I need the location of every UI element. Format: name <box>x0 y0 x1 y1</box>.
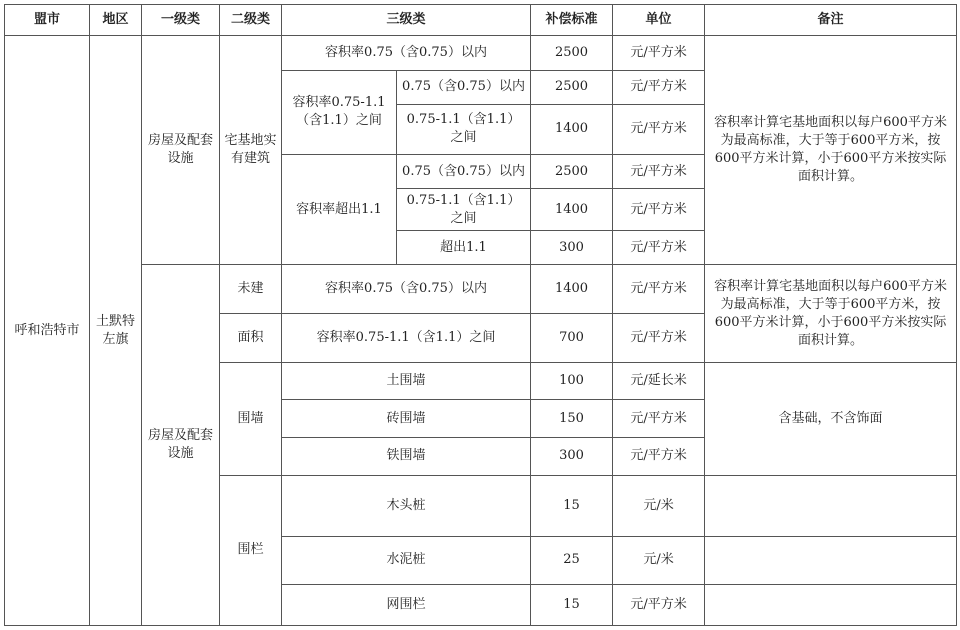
note-empty <box>705 475 957 536</box>
note-homestead: 容积率计算宅基地面积以每户600平方米为最高标准，大于等于600平方米，按600平方米计算，小于600平方米按实际面积计算。 <box>705 36 957 265</box>
level3-cell: 水泥桩 <box>282 536 531 585</box>
unit-cell: 元/米 <box>613 475 705 536</box>
header-level1: 一级类 <box>142 5 220 36</box>
unit-cell: 元/平方米 <box>613 36 705 71</box>
level3-group-cell: 容积率0.75-1.1（含1.1）之间 <box>282 70 397 154</box>
note-unbuilt: 容积率计算宅基地面积以每户600平方米为最高标准，大于等于600平方米，按600平方米计算，小于600平方米按实际面积计算。 <box>705 265 957 362</box>
unit-cell: 元/平方米 <box>613 70 705 105</box>
standard-cell: 300 <box>531 438 613 476</box>
unit-cell: 元/平方米 <box>613 105 705 155</box>
level2-wall: 围墙 <box>220 362 282 475</box>
level3-sub-cell: 0.75-1.1（含1.1）之间 <box>397 105 531 155</box>
table-row <box>5 36 957 71</box>
standard-cell: 2500 <box>531 154 613 189</box>
standard-cell: 1400 <box>531 105 613 155</box>
level3-cell: 铁围墙 <box>282 438 531 476</box>
level3-sub-cell: 超出1.1 <box>397 230 531 265</box>
level2-area: 面积 <box>220 314 282 363</box>
standard-cell: 2500 <box>531 70 613 105</box>
unit-cell: 元/延长米 <box>613 362 705 400</box>
header-standard: 补偿标准 <box>531 5 613 36</box>
level3-sub-cell: 0.75（含0.75）以内 <box>397 70 531 105</box>
standard-cell: 2500 <box>531 36 613 71</box>
standard-cell: 1400 <box>531 189 613 231</box>
note-empty <box>705 536 957 585</box>
level3-sub-cell: 0.75-1.1（含1.1）之间 <box>397 189 531 231</box>
unit-cell: 元/平方米 <box>613 400 705 438</box>
city-cell: 呼和浩特市 <box>5 36 90 626</box>
level3-cell: 容积率0.75（含0.75）以内 <box>282 265 531 314</box>
header-level2: 二级类 <box>220 5 282 36</box>
standard-cell: 15 <box>531 585 613 626</box>
unit-cell: 元/平方米 <box>613 438 705 476</box>
level3-cell: 土围墙 <box>282 362 531 400</box>
standard-cell: 15 <box>531 475 613 536</box>
header-row <box>5 5 957 36</box>
level2-homestead: 宅基地实有建筑 <box>220 36 282 265</box>
level3-cell: 容积率0.75（含0.75）以内 <box>282 36 531 71</box>
unit-cell: 元/平方米 <box>613 154 705 189</box>
level3-group-cell: 容积率超出1.1 <box>282 154 397 265</box>
unit-cell: 元/米 <box>613 536 705 585</box>
standard-cell: 300 <box>531 230 613 265</box>
header-region: 地区 <box>90 5 142 36</box>
header-unit: 单位 <box>613 5 705 36</box>
note-empty <box>705 585 957 626</box>
level2-fence: 围栏 <box>220 475 282 625</box>
compensation-table <box>4 4 957 626</box>
standard-cell: 100 <box>531 362 613 400</box>
level3-cell: 网围栏 <box>282 585 531 626</box>
level1-cell: 房屋及配套设施 <box>142 36 220 265</box>
standard-cell: 150 <box>531 400 613 438</box>
level3-cell: 容积率0.75-1.1（含1.1）之间 <box>282 314 531 363</box>
table-row <box>5 265 957 314</box>
note-wall: 含基础，不含饰面 <box>705 362 957 475</box>
unit-cell: 元/平方米 <box>613 230 705 265</box>
level1-cell: 房屋及配套设施 <box>142 265 220 626</box>
unit-cell: 元/平方米 <box>613 314 705 363</box>
level3-sub-cell: 0.75（含0.75）以内 <box>397 154 531 189</box>
header-level3: 三级类 <box>282 5 531 36</box>
level2-unbuilt: 未建 <box>220 265 282 314</box>
header-note: 备注 <box>705 5 957 36</box>
header-city: 盟市 <box>5 5 90 36</box>
level3-cell: 木头桩 <box>282 475 531 536</box>
unit-cell: 元/平方米 <box>613 585 705 626</box>
unit-cell: 元/平方米 <box>613 265 705 314</box>
standard-cell: 25 <box>531 536 613 585</box>
standard-cell: 700 <box>531 314 613 363</box>
region-cell: 土默特左旗 <box>90 36 142 626</box>
unit-cell: 元/平方米 <box>613 189 705 231</box>
standard-cell: 1400 <box>531 265 613 314</box>
level3-cell: 砖围墙 <box>282 400 531 438</box>
